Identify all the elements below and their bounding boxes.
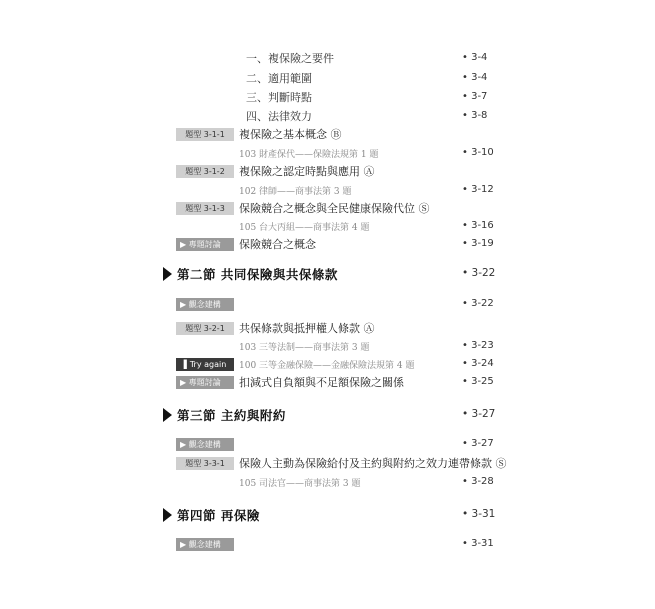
page-number: • 3-31 xyxy=(462,538,494,549)
toc-question-source xyxy=(0,145,655,163)
question-type-tag: 題型 3-1-1 xyxy=(176,128,234,141)
question-source: 100 三等金融保險——金融保險法規第 4 題 xyxy=(239,361,415,371)
question-source: 105 台大丙組——商事法第 4 題 xyxy=(239,223,370,233)
page-number: • 3-23 xyxy=(462,340,494,351)
page-number: • 3-25 xyxy=(462,376,494,387)
toc-topic-discussion xyxy=(0,374,655,392)
page-number: • 3-27 xyxy=(462,438,494,449)
toc-subitem-label: 四、法律效力 xyxy=(246,110,312,123)
question-title: 保險人主動為保險給付及主約與附約之效力連帶條款 Ⓢ xyxy=(239,457,507,470)
question-title: 保險競合之概念與全民健康保險代位 Ⓢ xyxy=(239,202,430,215)
page-number: • 3-10 xyxy=(462,147,494,158)
toc-question-3-3-1 xyxy=(0,455,655,473)
page-number: • 3-4 xyxy=(462,72,488,83)
page-number: • 3-22 xyxy=(462,298,494,309)
section-triangle-icon xyxy=(163,408,172,422)
concept-construction-tag: ▶ 觀念建構 xyxy=(176,538,234,551)
toc-try-again xyxy=(0,356,655,374)
page-number: • 3-16 xyxy=(462,220,494,231)
toc-subitem-label: 三、判斷時點 xyxy=(246,91,312,104)
topic-title: 保險競合之概念 xyxy=(239,238,316,251)
toc-question-source xyxy=(0,338,655,356)
page-number: • 3-27 xyxy=(462,408,496,420)
page-number: • 3-12 xyxy=(462,184,494,195)
toc-question-3-2-1 xyxy=(0,320,655,338)
page-number: • 3-19 xyxy=(462,238,494,249)
toc-question-3-1-1 xyxy=(0,126,655,144)
question-source: 102 律師——商事法第 3 題 xyxy=(239,187,352,197)
concept-construction-tag: ▶ 觀念建構 xyxy=(176,298,234,311)
toc-question-3-1-2 xyxy=(0,163,655,181)
topic-discussion-tag: ▶ 專題討論 xyxy=(176,376,234,389)
question-type-tag: 題型 3-3-1 xyxy=(176,457,234,470)
page-number: • 3-22 xyxy=(462,267,496,279)
toc-subitem-label: 一、複保險之要件 xyxy=(246,52,334,65)
page-number: • 3-31 xyxy=(462,508,496,520)
try-again-tag: ▌Try again xyxy=(176,358,234,371)
toc-section-4 xyxy=(0,506,655,524)
question-source: 105 司法官——商事法第 3 題 xyxy=(239,479,361,489)
toc-subitem xyxy=(0,108,655,126)
question-title: 共保條款與抵押權人條款 Ⓐ xyxy=(239,322,375,335)
question-title: 複保險之基本概念 Ⓑ xyxy=(239,128,342,141)
toc-question-source xyxy=(0,182,655,200)
section-triangle-icon xyxy=(163,267,172,281)
section-title: 第二節 共同保險與共保條款 xyxy=(177,267,338,282)
page-number: • 3-8 xyxy=(462,110,488,121)
question-source: 103 三等法制——商事法第 3 題 xyxy=(239,343,370,353)
toc-question-source xyxy=(0,474,655,492)
toc-concept-construction xyxy=(0,296,655,314)
toc-concept-construction xyxy=(0,536,655,554)
page-number: • 3-24 xyxy=(462,358,494,369)
section-triangle-icon xyxy=(163,508,172,522)
concept-construction-tag: ▶ 觀念建構 xyxy=(176,438,234,451)
toc-question-source xyxy=(0,218,655,236)
question-type-tag: 題型 3-1-3 xyxy=(176,202,234,215)
toc-concept-construction xyxy=(0,436,655,454)
topic-title: 扣減式自負額與不足額保險之關係 xyxy=(239,376,404,389)
page-number: • 3-4 xyxy=(462,52,488,63)
toc-subitem-label: 二、適用範圍 xyxy=(246,72,312,85)
toc-topic-discussion xyxy=(0,236,655,254)
page-number: • 3-28 xyxy=(462,476,494,487)
question-type-tag: 題型 3-2-1 xyxy=(176,322,234,335)
toc-section-2 xyxy=(0,265,655,283)
topic-discussion-tag: ▶ 專題討論 xyxy=(176,238,234,251)
question-title: 複保險之認定時點與應用 Ⓐ xyxy=(239,165,375,178)
section-title: 第三節 主約與附約 xyxy=(177,408,286,423)
toc-subitem xyxy=(0,70,655,88)
toc-section-3 xyxy=(0,406,655,424)
question-source: 103 財產保代——保險法規第 1 題 xyxy=(239,150,379,160)
toc-subitem xyxy=(0,89,655,107)
page-number: • 3-7 xyxy=(462,91,488,102)
question-type-tag: 題型 3-1-2 xyxy=(176,165,234,178)
section-title: 第四節 再保險 xyxy=(177,508,260,523)
toc-subitem xyxy=(0,50,655,68)
toc-question-3-1-3 xyxy=(0,200,655,218)
